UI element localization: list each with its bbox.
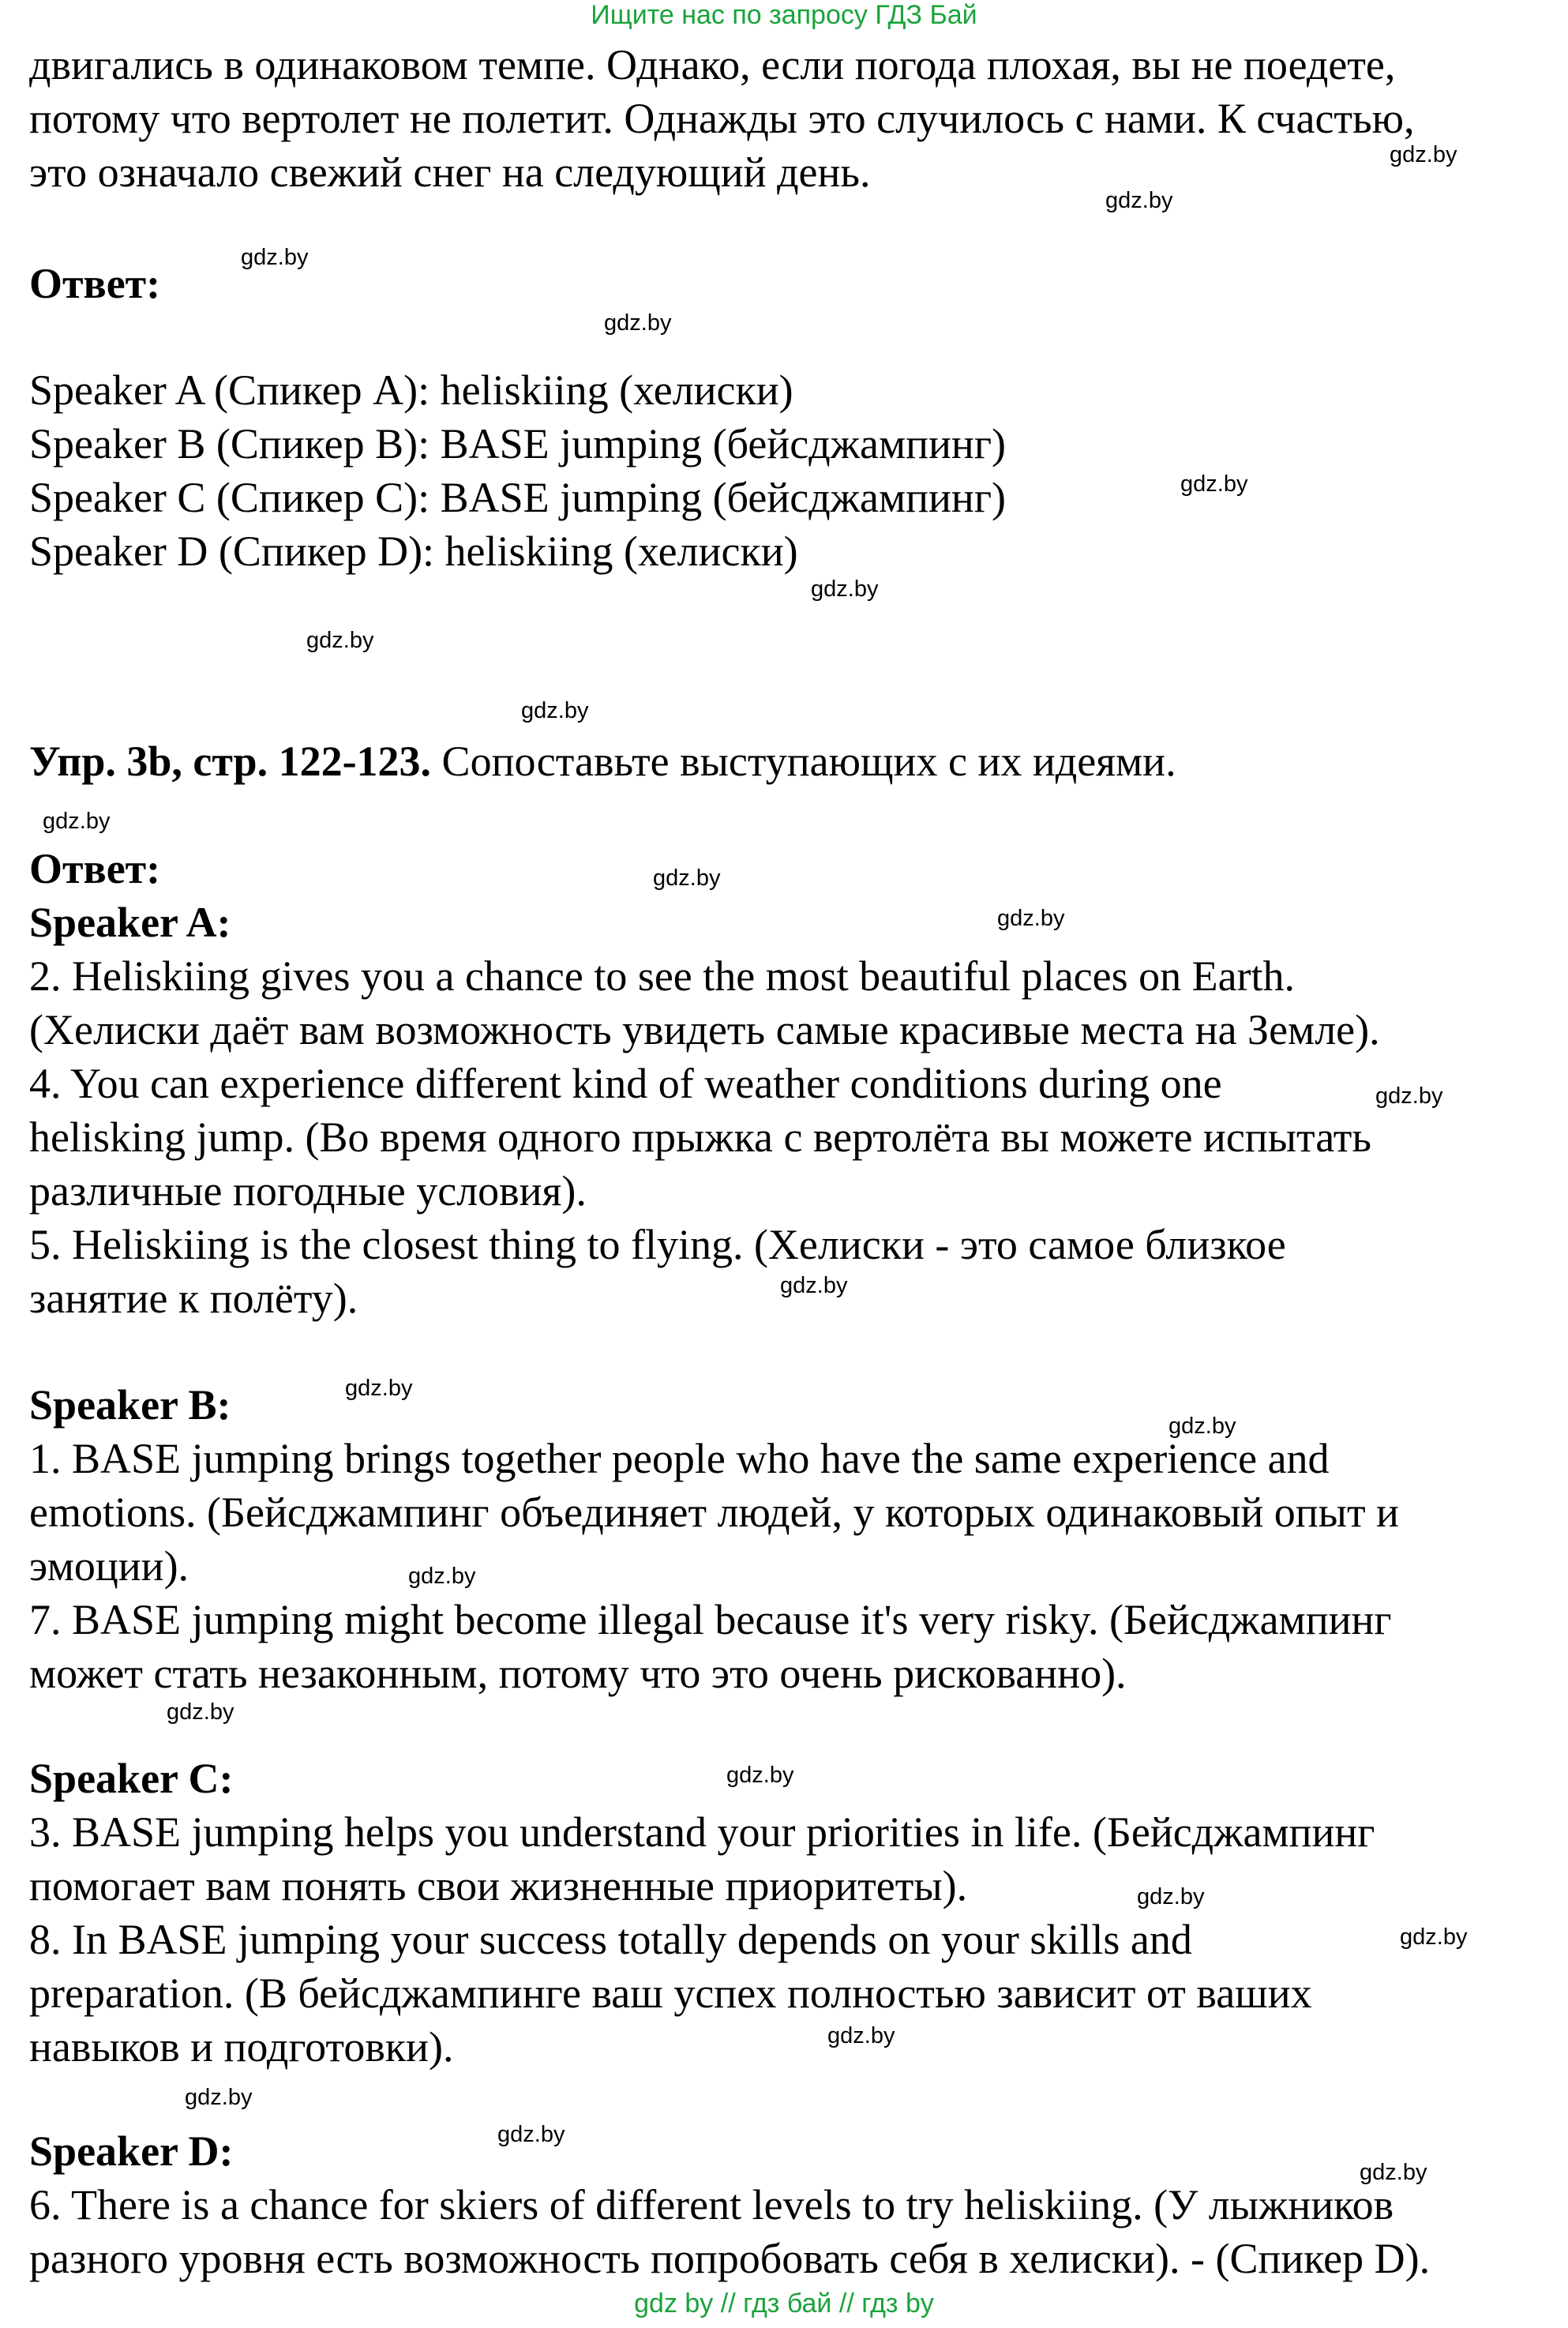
watermark: gdz.by [653, 865, 721, 891]
watermark: gdz.by [997, 906, 1065, 931]
watermark: gdz.by [726, 1763, 794, 1788]
answer-line: Speaker C (Спикер C): BASE jumping (бейсджампинг) [29, 474, 1006, 521]
answer-line: Speaker B (Спикер B): BASE jumping (бейсджампинг) [29, 420, 1006, 467]
speaker-c-line: помогает вам понять свои жизненные приоритеты). [29, 1862, 968, 1909]
watermark: gdz.by [345, 1376, 413, 1401]
watermark: gdz.by [780, 1273, 848, 1298]
watermark: gdz.by [306, 628, 374, 653]
watermark: gdz.by [1360, 2160, 1427, 2185]
speaker-c-line: навыков и подготовки). [29, 2023, 454, 2071]
answer-line: Speaker A (Спикер A): heliskiing (хелиски) [29, 366, 793, 414]
speaker-c-line: preparation. (В бейсджампинге ваш успех полностью зависит от ваших [29, 1969, 1312, 2017]
watermark: gdz.by [185, 2085, 253, 2110]
watermark: gdz.by [1105, 188, 1173, 213]
speaker-a-line: (Хелиски даёт вам возможность увидеть самые красивые места на Земле). [29, 1006, 1380, 1053]
speaker-a-line: helisking jump. (Во время одного прыжка с вертолёта вы можете испытать [29, 1113, 1372, 1161]
speaker-a-line: 2. Heliskiing gives you a chance to see the most beautiful places on Earth. [29, 952, 1296, 1000]
speaker-a-line: 4. You can experience different kind of weather conditions during one [29, 1060, 1222, 1107]
watermark: gdz.by [604, 310, 672, 336]
speaker-b-line: emotions. (Бейсджампинг объединяет людей, у которых одинаковый опыт и [29, 1489, 1399, 1536]
speaker-b-line: 7. BASE jumping might become illegal because it's very risky. (Бейсджампинг [29, 1596, 1392, 1643]
watermark: gdz.by [167, 1699, 234, 1725]
speaker-d-line: 6. There is a chance for skiers of different levels to try heliskiing. (У лыжников [29, 2181, 1394, 2228]
watermark: gdz.by [1180, 471, 1248, 497]
watermark: gdz.by [1390, 142, 1457, 167]
answer-line: Speaker D (Спикер D): heliskiing (хелиски) [29, 528, 798, 575]
speaker-a-line: занятие к полёту). [29, 1275, 358, 1322]
watermark: gdz.by [1168, 1414, 1236, 1439]
speaker-d-label: Speaker D: [29, 2127, 234, 2175]
watermark: gdz.by [811, 576, 879, 602]
speaker-c-line: 8. In BASE jumping your success totally depends on your skills and [29, 1916, 1192, 1963]
intro-line: потому что вертолет не полетит. Однажды это случилось с нами. К счастью, [29, 95, 1415, 142]
watermark: gdz.by [1375, 1083, 1443, 1109]
answer-label: Ответ: [29, 260, 161, 307]
watermark: gdz.by [521, 698, 589, 723]
header-banner[interactable]: Ищите нас по запросу ГДЗ Бай [591, 0, 977, 30]
exercise-heading [29, 734, 1553, 788]
speaker-a-label: Speaker A: [29, 899, 231, 946]
watermark: gdz.by [497, 2122, 565, 2147]
speaker-a-line: 5. Heliskiing is the closest thing to flying. (Хелиски - это самое близкое [29, 1221, 1286, 1268]
answer-label: Ответ: [29, 845, 161, 892]
speaker-b-label: Speaker B: [29, 1381, 231, 1429]
watermark: gdz.by [408, 1564, 476, 1589]
speaker-b-line: эмоции). [29, 1542, 189, 1590]
watermark: gdz.by [827, 2023, 895, 2048]
speaker-c-label: Speaker C: [29, 1755, 234, 1802]
watermark: gdz.by [1400, 1924, 1468, 1950]
watermark: gdz.by [241, 245, 309, 270]
speaker-b-line: может стать незаконным, потому что это очень рискованно). [29, 1650, 1127, 1697]
speaker-d-line: разного уровня есть возможность попробовать себя в хелиски). - (Спикер D). [29, 2235, 1431, 2282]
exercise-number: Упр. 3b, стр. 122-123. [29, 738, 432, 785]
speaker-a-line: различные погодные условия). [29, 1167, 587, 1215]
footer-links[interactable]: gdz by // гдз бай // гдз by [634, 2289, 934, 2319]
intro-line: это означало свежий снег на следующий день. [29, 148, 871, 196]
intro-line: двигались в одинаковом темпе. Однако, если погода плохая, вы не поедете, [29, 41, 1396, 88]
watermark: gdz.by [43, 809, 111, 834]
speaker-c-line: 3. BASE jumping helps you understand your priorities in life. (Бейсджампинг [29, 1808, 1375, 1856]
exercise-task: Сопоставьте выступающих с их идеями. [431, 738, 1176, 785]
watermark: gdz.by [1137, 1884, 1205, 1909]
speaker-b-line: 1. BASE jumping brings together people who have the same experience and [29, 1435, 1330, 1482]
